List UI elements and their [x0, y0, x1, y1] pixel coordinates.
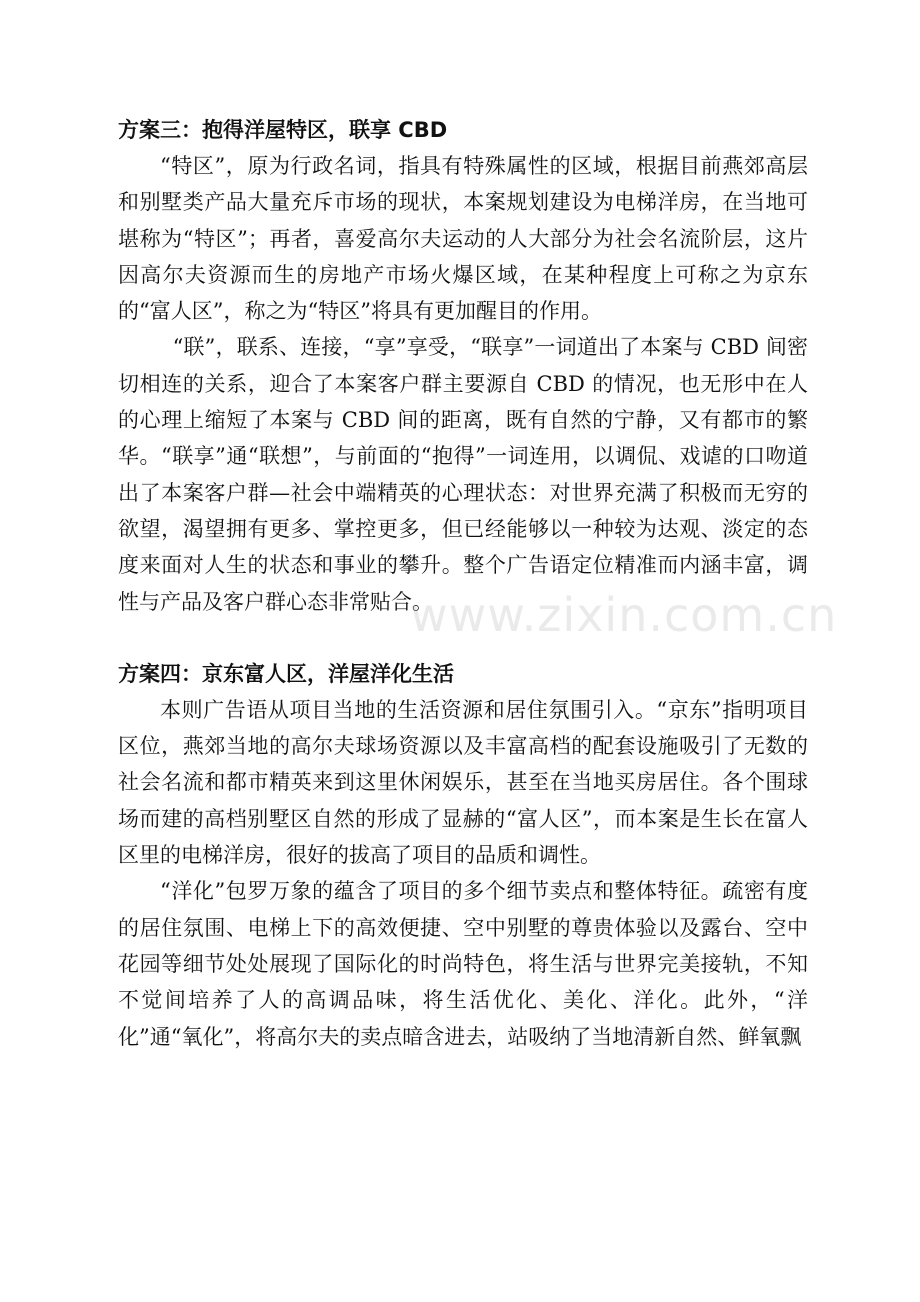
section4-paragraph-2: “洋化”包罗万象的蕴含了项目的多个细节卖点和整体特征。疏密有度的居住氛围、电梯上下的高效便捷、空中别墅的尊贵体验以及露台、空中花园等细节处处展现了国际化的时尚特色，将生活与世界完美接轨，不知不觉间培养了人的高调品味，将生活优化、美化、洋化。此外，“洋化”通“氧化”，将高尔夫的卖点暗含进去，站吸纳了当地清新自然、鲜氧飘	[118, 879, 808, 1049]
section4-title: 方案四：京东富人区，洋屋洋化生活	[118, 661, 454, 686]
document-page	[118, 112, 808, 1055]
section3-paragraph-1: “特区”，原为行政名词，指具有特殊属性的区域，根据目前燕郊高层和别墅类产品大量充斥市场的现状，本案规划建设为电梯洋房，在当地可堪称为“特区”；再者，喜爱高尔夫运动的人大部分为社会名流阶层，这片因高尔夫资源而生的房地产市场火爆区域，在某种程度上可称之为京东的“富人区”，称之为“特区”将具有更加醒目的作用。	[118, 154, 808, 324]
section-spacer	[118, 620, 808, 656]
section3-paragraph-2: “联”，联系、连接，“享”享受，“联享”一词道出了本案与 CBD 间密切相连的关系，迎合了本案客户群主要源自 CBD 的情况，也无形中在人的心理上缩短了本案与 CBD 间的距离，既有自然的宁静，又有都市的繁华。“联享”通“联想”，与前面的“抱得”一词连用，以调侃、戏谑的口吻道出了本案客户群—社会中端精英的心理状态：对世界充满了积极而无穷的欲望，渴望拥有更多、掌控更多，但已经能够以一种较为达观、淡定的态度来面对人生的状态和事业的攀升。整个广告语定位精准而内涵丰富，调性与产品及客户群心态非常贴合。	[118, 335, 808, 614]
section4-paragraph-1: 本则广告语从项目当地的生活资源和居住氛围引入。“京东”指明项目区位，燕郊当地的高尔夫球场资源以及丰富高档的配套设施吸引了无数的社会名流和都市精英来到这里休闲娱乐，甚至在当地买房居住。各个围球场而建的高档别墅区自然的形成了显赫的“富人区”，而本案是生长在富人区里的电梯洋房，很好的拔高了项目的品质和调性。	[118, 697, 808, 868]
watermark: www.zixin.com.cn	[410, 588, 838, 642]
section3-title: 方案三：抱得洋屋特区，联享 CBD	[118, 118, 448, 142]
